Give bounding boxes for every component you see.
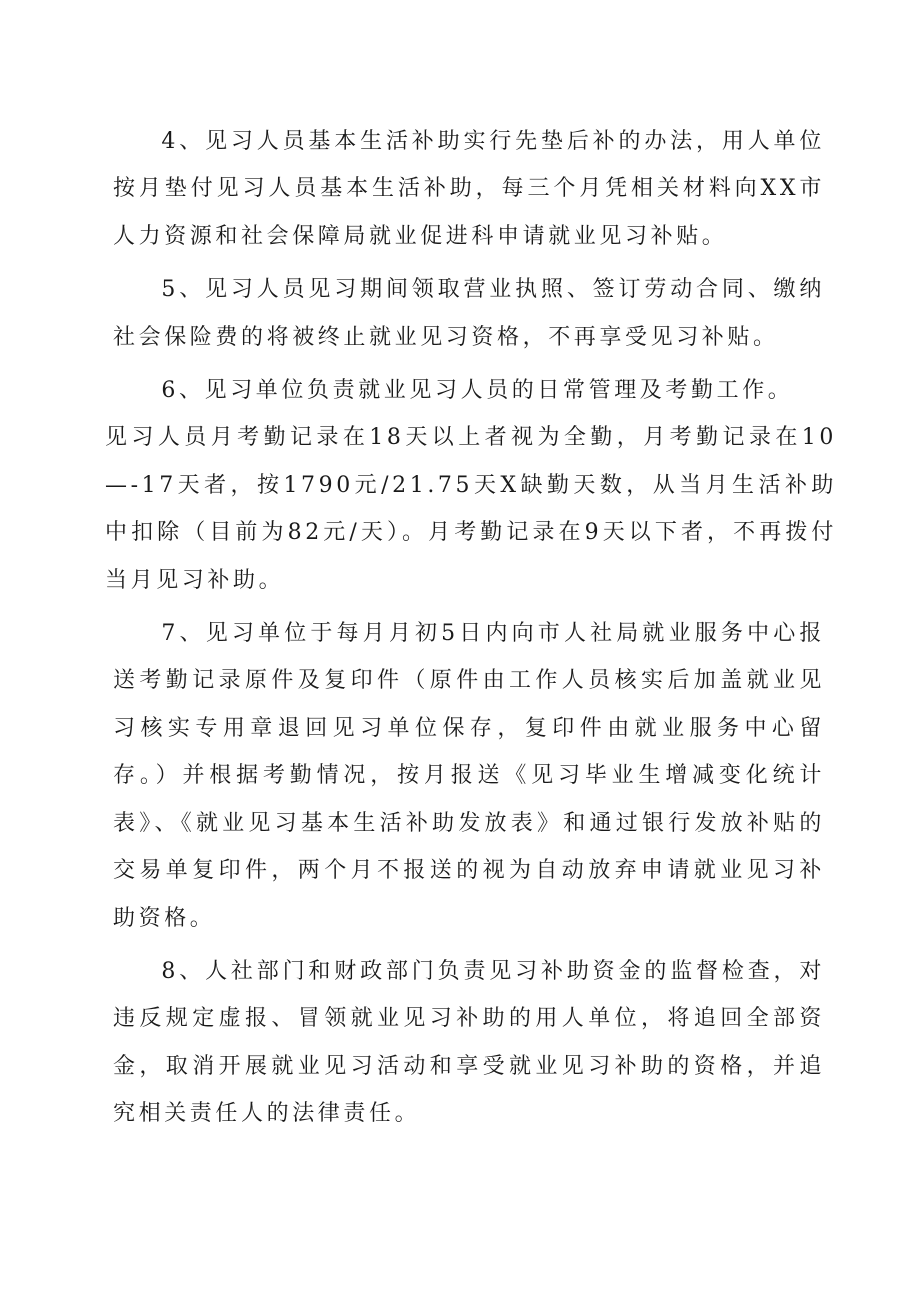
- document-body: [105, 118, 837, 1144]
- paragraph-item-6-detail: 见习人员月考勤记录在18天以上者视为全勤，月考勤记录在10—-17天者，按1790元/21.75天X缺勤天数，从当月生活补助中扣除（目前为82元/天）。月考勤记录在9天以下者，不再拨付当月见习补助。: [105, 425, 837, 593]
- paragraph-item-8: 8、人社部门和财政部门负责见习补助资金的监督检查，对违反规定虚报、冒领就业见习补助的用人单位，将追回全部资金，取消开展就业见习活动和享受就业见习补助的资格，并追究相关责任人的法律责任。: [113, 958, 825, 1127]
- paragraph-item-5: 5、见习人员见习期间领取营业执照、签订劳动合同、缴纳社会保险费的将被终止就业见习资格，不再享受见习补贴。: [113, 277, 825, 350]
- paragraph-item-4: 4、见习人员基本生活补助实行先垫后补的办法，用人单位按月垫付见习人员基本生活补助，每三个月凭相关材料向XX市人力资源和社会保障局就业促进科申请就业见习补贴。: [113, 129, 825, 249]
- paragraph-item-6: 6、见习单位负责就业见习人员的日常管理及考勤工作。: [161, 378, 794, 404]
- paragraph-item-7: 7、见习单位于每月月初5日内向市人社局就业服务中心报送考勤记录原件及复印件（原件由工作人员核实后加盖就业见习核实专用章退回见习单位保存，复印件由就业服务中心留存。）并根据考勤情况，按月报送《见习毕业生增减变化统计表》、《就业见习基本生活补助发放表》和通过银行发放补贴的交易单复印件，两个月不报送的视为自动放弃申请就业见习补助资格。: [113, 621, 825, 931]
